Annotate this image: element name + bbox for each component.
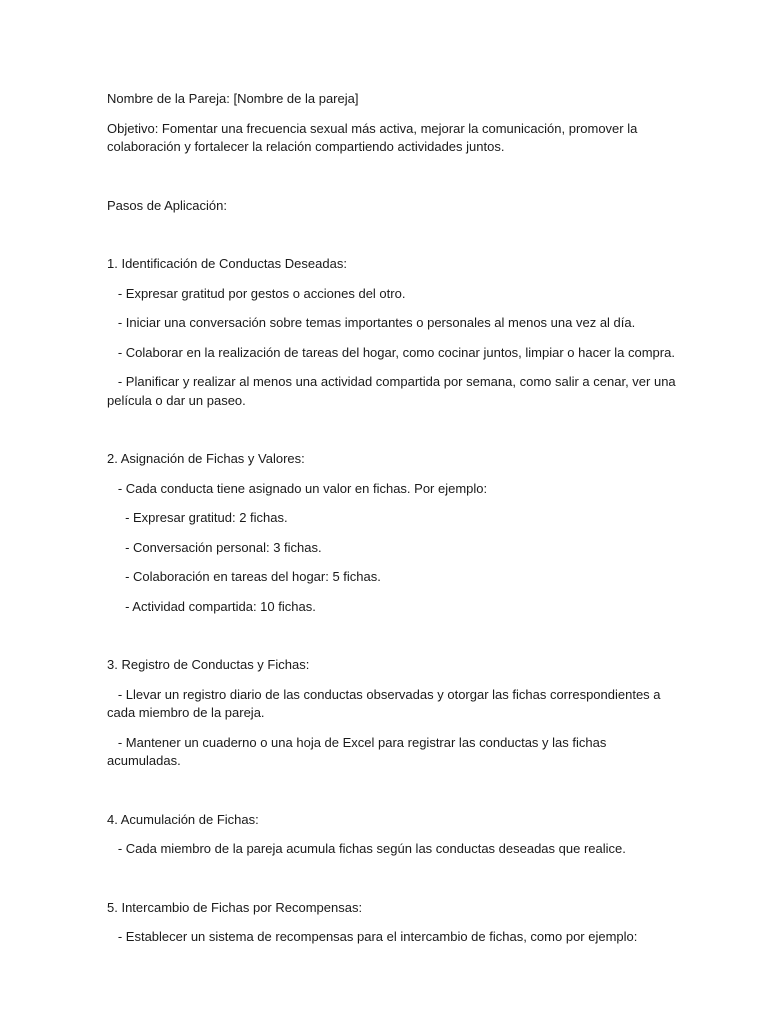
step-4-heading: 4. Acumulación de Fichas: bbox=[107, 811, 259, 827]
list-item: - Colaborar en la realización de tareas del hogar, como cocinar juntos, limpiar o hacer la compra. bbox=[107, 344, 675, 360]
list-item: - Cada conducta tiene asignado un valor en fichas. Por ejemplo: bbox=[107, 480, 488, 496]
list-item: - Planificar y realizar al menos una actividad compartida por semana, como salir a cenar, ver una película o dar un paseo. bbox=[107, 374, 680, 408]
step-3-heading: 3. Registro de Conductas y Fichas: bbox=[107, 657, 310, 672]
list-item: - Establecer un sistema de recompensas para el intercambio de fichas, como por ejemplo: bbox=[107, 929, 638, 944]
document-body bbox=[107, 90, 682, 947]
list-item: - Expresar gratitud: 2 fichas. bbox=[107, 510, 288, 525]
list-item: - Llevar un registro diario de las conductas observadas y otorgar las fichas correspondientes a cada miembro de la pareja. bbox=[107, 686, 665, 720]
step-5-heading: 5. Intercambio de Fichas por Recompensas: bbox=[107, 899, 363, 915]
list-item: - Colaboración en tareas del hogar: 5 fichas. bbox=[107, 569, 381, 584]
objective-paragraph: Objetivo: Fomentar una frecuencia sexual más activa, mejorar la comunicación, promover la colaboración y fortalecer la relación compartiendo actividades juntos. bbox=[107, 120, 641, 154]
step-1-heading: 1. Identificación de Conductas Deseadas: bbox=[107, 256, 347, 271]
couple-name-line: Nombre de la Pareja: [Nombre de la pareja] bbox=[107, 91, 359, 106]
list-item: - Expresar gratitud por gestos o acciones del otro. bbox=[107, 285, 406, 301]
steps-heading: Pasos de Aplicación: bbox=[107, 197, 227, 213]
list-item: - Actividad compartida: 10 fichas. bbox=[107, 598, 316, 614]
step-2-heading: 2. Asignación de Fichas y Valores: bbox=[107, 451, 305, 466]
list-item: - Cada miembro de la pareja acumula fichas según las conductas deseadas que realice. bbox=[107, 841, 626, 856]
list-item: - Iniciar una conversación sobre temas importantes o personales al menos una vez al día. bbox=[107, 315, 636, 330]
list-item: - Mantener un cuaderno o una hoja de Excel para registrar las conductas y las fichas acumuladas. bbox=[107, 734, 610, 768]
list-item: - Conversación personal: 3 fichas. bbox=[107, 539, 322, 555]
